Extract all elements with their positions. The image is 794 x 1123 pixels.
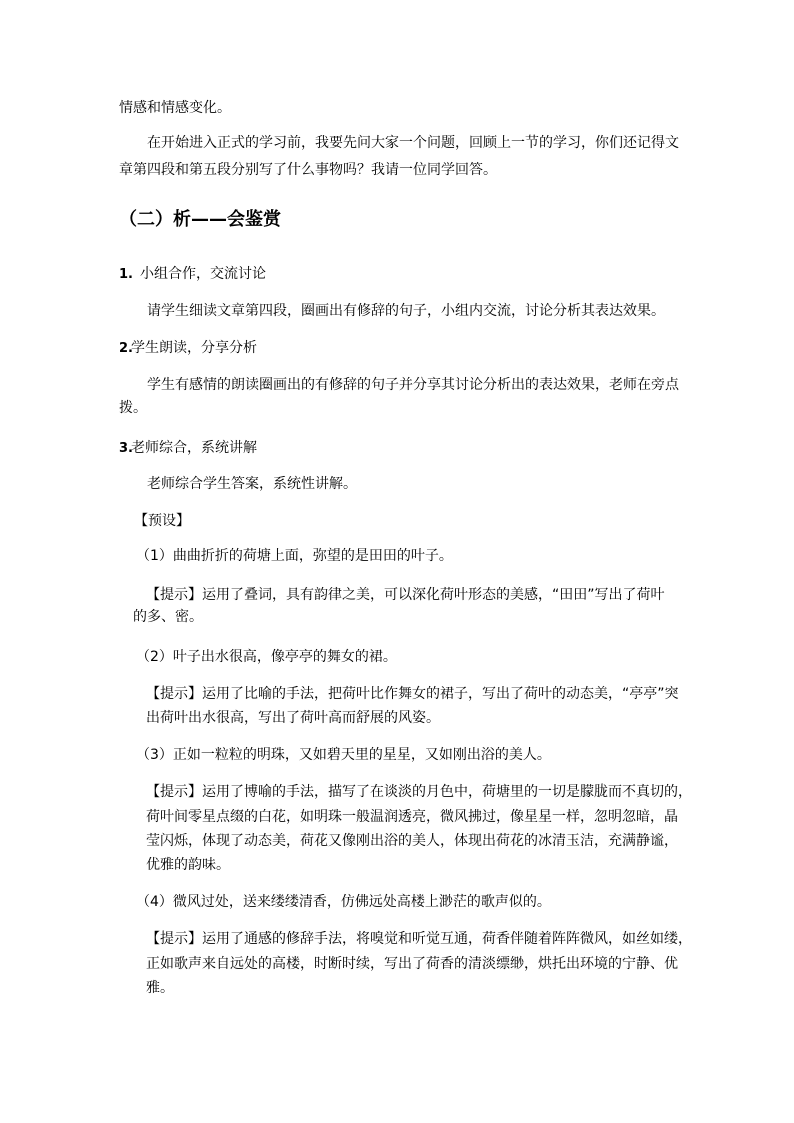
hint-line: 【提示】运用了叠词，具有韵律之美，可以深化荷叶形态的美感，“田田”写出了荷叶 [146, 587, 665, 603]
item-number: 2. [119, 341, 133, 356]
item-title: 小组合作，交流讨论 [140, 266, 266, 282]
item-number: 1. [119, 267, 133, 282]
text-line: 在开始进入正式的学习前，我要先问大家一个问题，回顾上一节的学习，你们还记得文 [147, 135, 679, 151]
hint-line: 【提示】运用了通感的修辞手法，将嗅觉和听觉互通，荷香伴随着阵阵微风，如丝如缕， [146, 931, 692, 947]
section-title: （二）析——会鉴赏 [119, 209, 281, 230]
item-title: 学生朗读，分享分析 [131, 340, 257, 356]
question-line: （4）微风过处，送来缕缕清香，仿佛远处高楼上渺茫的歌声似的。 [136, 894, 551, 910]
text-line: 章第四段和第五段分别写了什么事物吗？我请一位同学回答。 [119, 162, 497, 178]
hint-line: 出荷叶出水很高，写出了荷叶高而舒展的风姿。 [146, 710, 440, 726]
question-line: （2）叶子出水很高，像亭亭的舞女的裙。 [136, 649, 397, 665]
text-line: 拨。 [119, 400, 147, 416]
hint-line: 莹闪烁，体现了动态美，荷花又像刚出浴的美人，体现出荷花的冰清玉洁，充满静谧， [146, 833, 678, 849]
text-line: 老师综合学生答案，系统性讲解。 [147, 476, 357, 492]
question-line: （1）曲曲折折的荷塘上面，弥望的是田田的叶子。 [136, 548, 453, 564]
preset-label: 【预设】 [134, 513, 190, 529]
hint-line: 正如歌声来自远处的高楼，时断时续，写出了荷香的清淡缥缈，烘托出环境的宁静、优 [146, 956, 678, 972]
text-line: 学生有感情的朗读圈画出的有修辞的句子并分享其讨论分析出的表达效果，老师在旁点 [147, 377, 679, 393]
hint-line: 优雅的韵味。 [146, 857, 230, 873]
hint-line: 的多、密。 [133, 609, 203, 625]
hint-line: 荷叶间零星点缀的白花，如明珠一般温润透亮，微风拂过，像星星一样，忽明忽暗，晶 [146, 809, 678, 825]
hint-line: 【提示】运用了博喻的手法，描写了在谈淡的月色中，荷塘里的一切是朦胧而不真切的， [146, 784, 692, 800]
hint-line: 雅。 [146, 980, 174, 996]
text-line: 情感和情感变化。 [119, 100, 231, 116]
question-line: （3）正如一粒粒的明珠，又如碧天里的星星，又如刚出浴的美人。 [136, 747, 551, 763]
item-number: 3. [119, 441, 133, 456]
hint-line: 【提示】运用了比喻的手法，把荷叶比作舞女的裙子，写出了荷叶的动态美，“亭亭”突 [146, 686, 679, 702]
item-title: 老师综合，系统讲解 [131, 440, 257, 456]
text-line: 请学生细读文章第四段，圈画出有修辞的句子，小组内交流，讨论分析其表达效果。 [147, 303, 665, 319]
